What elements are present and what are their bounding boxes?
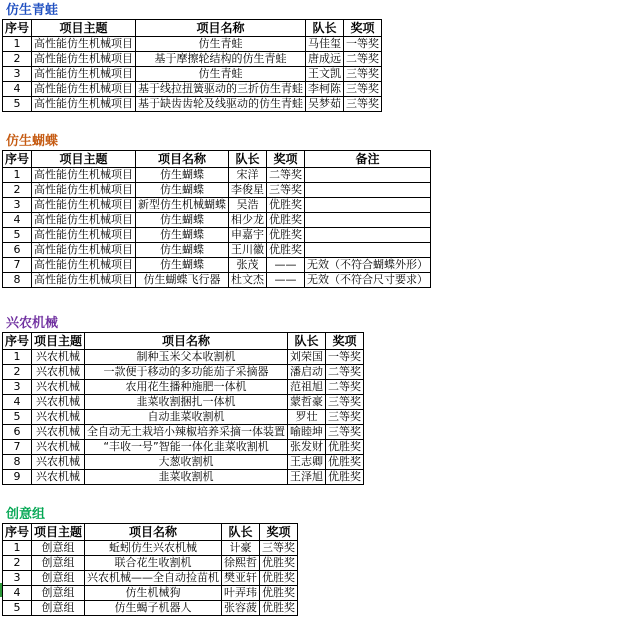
cell [305, 168, 431, 183]
cell: 吴浩 [229, 198, 267, 213]
cell: 创意组 [32, 586, 85, 601]
cell: 1 [3, 541, 32, 556]
cell: 优胜奖 [260, 601, 298, 616]
cell: 王志卿 [288, 455, 326, 470]
cell [305, 228, 431, 243]
cell: 一款便于移动的多功能茄子采摘器 [85, 365, 288, 380]
table-row [3, 425, 364, 440]
cell: 李柯陈 [306, 82, 344, 97]
cell: 兴农机械 [32, 440, 85, 455]
col-header: 队长 [306, 20, 344, 37]
cell: 三等奖 [344, 67, 382, 82]
cell: 二等奖 [344, 52, 382, 67]
table-row [3, 410, 364, 425]
table-row [3, 350, 364, 365]
cell: 联合花生收割机 [85, 556, 222, 571]
cell: 优胜奖 [260, 586, 298, 601]
cell: 4 [3, 82, 32, 97]
cell: 基于缺齿齿轮及线驱动的仿生青蛙 [136, 97, 306, 112]
cell: 优胜奖 [267, 228, 305, 243]
cell: 高性能仿生机械项目 [32, 243, 136, 258]
table-row [3, 455, 364, 470]
cell: 仿生蝴蝶 [136, 168, 229, 183]
table-row [3, 37, 382, 52]
cell: 仿生蝴蝶 [136, 228, 229, 243]
col-header: 项目名称 [136, 20, 306, 37]
table-creative [2, 523, 298, 616]
col-header: 队长 [222, 524, 260, 541]
cell: 喻睦坤 [288, 425, 326, 440]
cell: 三等奖 [326, 410, 364, 425]
cell: 2 [3, 365, 32, 380]
cell: 范祖旭 [288, 380, 326, 395]
cell: 计豪 [222, 541, 260, 556]
cell: 创意组 [32, 541, 85, 556]
cell: 韭菜收割机 [85, 470, 288, 485]
table-row [3, 228, 431, 243]
cell: 4 [3, 395, 32, 410]
table-butterfly [2, 150, 431, 288]
cell: 无效（不符合蝴蝶外形） [305, 258, 431, 273]
cell: 二等奖 [326, 365, 364, 380]
cell: 3 [3, 198, 32, 213]
cell: “丰收一号”智能一体化韭菜收割机 [85, 440, 288, 455]
cell: 仿生蝴蝶 [136, 213, 229, 228]
table-row [3, 440, 364, 455]
cell: 高性能仿生机械项目 [32, 82, 136, 97]
cell: 2 [3, 52, 32, 67]
cell: 高性能仿生机械项目 [32, 198, 136, 213]
cell: 三等奖 [267, 183, 305, 198]
table-row [3, 97, 382, 112]
cell: 二等奖 [267, 168, 305, 183]
cell: 申嘉宇 [229, 228, 267, 243]
cell: 蒙哲豪 [288, 395, 326, 410]
cell: 7 [3, 258, 32, 273]
cell: 6 [3, 425, 32, 440]
cell: 5 [3, 97, 32, 112]
table-row [3, 243, 431, 258]
table-row [3, 470, 364, 485]
cell: 仿生蝴蝶 [136, 243, 229, 258]
cell: 宋洋 [229, 168, 267, 183]
cell: 徐熙哲 [222, 556, 260, 571]
cell: 5 [3, 601, 32, 616]
cell: 兴农机械 [32, 470, 85, 485]
table-row [3, 258, 431, 273]
cell: 三等奖 [344, 97, 382, 112]
cell: 韭菜收割捆扎一体机 [85, 395, 288, 410]
cell [305, 213, 431, 228]
cell: 兴农机械 [32, 395, 85, 410]
cell: 无效（不符合尺寸要求） [305, 273, 431, 288]
cell: 优胜奖 [260, 556, 298, 571]
cell: 2 [3, 556, 32, 571]
cell: 新型仿生机械蝴蝶 [136, 198, 229, 213]
cell: 高性能仿生机械项目 [32, 213, 136, 228]
cell: 罗壮 [288, 410, 326, 425]
cell: 仿生蝴蝶 [136, 258, 229, 273]
cell: 兴农机械 [32, 455, 85, 470]
col-header: 奖项 [260, 524, 298, 541]
cell: 叶弄玮 [222, 586, 260, 601]
cell: 潘启动 [288, 365, 326, 380]
cell: 5 [3, 228, 32, 243]
col-header: 项目名称 [85, 333, 288, 350]
cell: 仿生蝴蝶 [136, 183, 229, 198]
cell: 创意组 [32, 571, 85, 586]
cell: 3 [3, 380, 32, 395]
cell: 农用花生播种施肥一体机 [85, 380, 288, 395]
cell: 4 [3, 586, 32, 601]
table-row [3, 82, 382, 97]
cell: 优胜奖 [267, 213, 305, 228]
cell: 相少龙 [229, 213, 267, 228]
cell: 高性能仿生机械项目 [32, 52, 136, 67]
header-row [3, 151, 431, 168]
table-row [3, 365, 364, 380]
cell: 仿生蝎子机器人 [85, 601, 222, 616]
table-row [3, 556, 298, 571]
cell: 高性能仿生机械项目 [32, 273, 136, 288]
col-header: 队长 [288, 333, 326, 350]
cell: —— [267, 258, 305, 273]
table-row [3, 67, 382, 82]
section-title: 仿生青蛙 [6, 3, 59, 18]
cell: 一等奖 [326, 350, 364, 365]
cell: 一等奖 [344, 37, 382, 52]
cell [305, 243, 431, 258]
cell: 优胜奖 [267, 243, 305, 258]
cell: 高性能仿生机械项目 [32, 97, 136, 112]
cell: 8 [3, 273, 32, 288]
table-row [3, 198, 431, 213]
cell: 三等奖 [326, 395, 364, 410]
cell: 三等奖 [260, 541, 298, 556]
cell: 马佳玺 [306, 37, 344, 52]
table-row [3, 395, 364, 410]
cell: 兴农机械 [32, 350, 85, 365]
cell: 三等奖 [344, 82, 382, 97]
cell: 高性能仿生机械项目 [32, 168, 136, 183]
table-row [3, 601, 298, 616]
cell: 高性能仿生机械项目 [32, 37, 136, 52]
table-row [3, 380, 364, 395]
cell: 唐成远 [306, 52, 344, 67]
cell: 高性能仿生机械项目 [32, 258, 136, 273]
cell: 自动韭菜收割机 [85, 410, 288, 425]
col-header: 序号 [3, 333, 32, 350]
col-header: 奖项 [326, 333, 364, 350]
col-header: 序号 [3, 151, 32, 168]
table-row [3, 183, 431, 198]
table-row [3, 586, 298, 601]
cell: 高性能仿生机械项目 [32, 228, 136, 243]
col-header: 序号 [3, 524, 32, 541]
cell: 高性能仿生机械项目 [32, 183, 136, 198]
cell: 仿生蝴蝶飞行器 [136, 273, 229, 288]
table-row [3, 273, 431, 288]
cell: 张发财 [288, 440, 326, 455]
col-header: 队长 [229, 151, 267, 168]
cell: 张容菠 [222, 601, 260, 616]
cell: 王泽旭 [288, 470, 326, 485]
cell: 优胜奖 [326, 455, 364, 470]
cell: 高性能仿生机械项目 [32, 67, 136, 82]
cell: 王川徽 [229, 243, 267, 258]
cell: 1 [3, 37, 32, 52]
cell: 李俊星 [229, 183, 267, 198]
cell [305, 183, 431, 198]
cell: 7 [3, 440, 32, 455]
cell: 基于摩擦轮结构的仿生青蛙 [136, 52, 306, 67]
cell: 5 [3, 410, 32, 425]
col-header: 奖项 [267, 151, 305, 168]
cell: 4 [3, 213, 32, 228]
cell: 二等奖 [326, 380, 364, 395]
cell: 创意组 [32, 601, 85, 616]
cell: 优胜奖 [267, 198, 305, 213]
cell: 8 [3, 455, 32, 470]
cell: 1 [3, 350, 32, 365]
col-header: 序号 [3, 20, 32, 37]
cell: 仿生青蛙 [136, 67, 306, 82]
section-title: 创意组 [6, 507, 46, 522]
table-row [3, 213, 431, 228]
cell: 兴农机械 [32, 365, 85, 380]
table-row [3, 168, 431, 183]
cell: 三等奖 [326, 425, 364, 440]
cell: 蚯蚓仿生兴农机械 [85, 541, 222, 556]
cell: 兴农机械 [32, 410, 85, 425]
cell: 6 [3, 243, 32, 258]
col-header: 备注 [305, 151, 431, 168]
table-agri [2, 332, 364, 485]
cell: —— [267, 273, 305, 288]
col-header: 项目主题 [32, 151, 136, 168]
table-row [3, 52, 382, 67]
cell: 9 [3, 470, 32, 485]
cell: 全自动无土栽培小辣椒培养采摘一体装置 [85, 425, 288, 440]
cell: 大葱收割机 [85, 455, 288, 470]
header-row [3, 524, 298, 541]
section-title: 仿生蝴蝶 [6, 134, 59, 149]
col-header: 奖项 [344, 20, 382, 37]
cell: 樊亚轩 [222, 571, 260, 586]
cell: 张茂 [229, 258, 267, 273]
cell: 王文凯 [306, 67, 344, 82]
col-header: 项目名称 [85, 524, 222, 541]
cell: 兴农机械 [32, 380, 85, 395]
header-row [3, 333, 364, 350]
cell: 2 [3, 183, 32, 198]
cell: 基于线拉扭簧驱动的三折仿生青蛙 [136, 82, 306, 97]
section-title: 兴农机械 [6, 316, 59, 331]
table-row [3, 571, 298, 586]
cell: 1 [3, 168, 32, 183]
header-row [3, 20, 382, 37]
cell: 兴农机械——全自动捡苗机 [85, 571, 222, 586]
cell: 制种玉米父本收割机 [85, 350, 288, 365]
cell: 优胜奖 [326, 470, 364, 485]
col-header: 项目主题 [32, 524, 85, 541]
cell: 3 [3, 67, 32, 82]
cell [305, 198, 431, 213]
cell: 兴农机械 [32, 425, 85, 440]
cell: 刘荣国 [288, 350, 326, 365]
table-row [3, 541, 298, 556]
table-frog [2, 19, 382, 112]
col-header: 项目主题 [32, 333, 85, 350]
cell: 创意组 [32, 556, 85, 571]
cell: 仿生机械狗 [85, 586, 222, 601]
cell: 优胜奖 [260, 571, 298, 586]
cell: 3 [3, 571, 32, 586]
cell: 优胜奖 [326, 440, 364, 455]
cell: 杜文杰 [229, 273, 267, 288]
cell: 仿生青蛙 [136, 37, 306, 52]
col-header: 项目主题 [32, 20, 136, 37]
col-header: 项目名称 [136, 151, 229, 168]
cell: 吴梦茹 [306, 97, 344, 112]
